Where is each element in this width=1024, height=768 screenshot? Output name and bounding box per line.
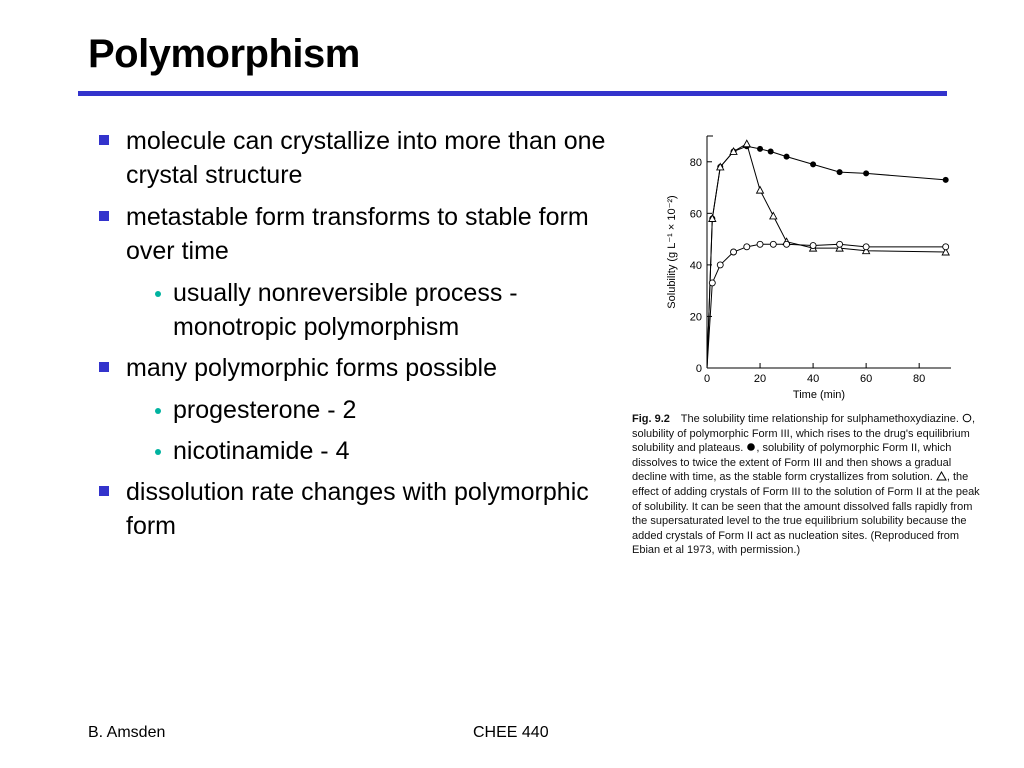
data-point bbox=[709, 280, 715, 286]
data-point bbox=[731, 249, 737, 255]
bullet-list bbox=[96, 124, 606, 551]
y-tick-label: 40 bbox=[689, 259, 702, 272]
slide-title: Polymorphism bbox=[88, 32, 360, 76]
y-axis-label: Solubility (g L⁻¹ × 10⁻²) bbox=[666, 195, 678, 309]
x-tick-label: 0 bbox=[703, 373, 711, 385]
filled-circle-icon bbox=[746, 442, 756, 452]
footer-author: B. Amsden bbox=[88, 724, 166, 741]
y-tick-label: 0 bbox=[695, 363, 702, 375]
x-tick-label: 20 bbox=[753, 373, 767, 385]
data-point bbox=[717, 262, 723, 268]
data-point bbox=[744, 244, 750, 250]
caption-text: The solubility time relationship for sulphamethoxydiazine. bbox=[680, 413, 959, 425]
data-point bbox=[757, 146, 763, 152]
data-point bbox=[757, 241, 763, 247]
square-bullet-icon bbox=[99, 486, 109, 496]
data-point bbox=[784, 154, 790, 160]
y-tick-label: 80 bbox=[689, 156, 702, 169]
data-point bbox=[743, 140, 750, 147]
series-line bbox=[707, 244, 946, 368]
sub-bullet-text: progesterone - 2 bbox=[173, 396, 357, 424]
sub-bullet-item bbox=[96, 393, 606, 427]
x-tick-label: 60 bbox=[860, 373, 873, 385]
dot-bullet-icon bbox=[155, 291, 161, 297]
bullet-text: molecule can crystallize into more than one crystal structure bbox=[126, 127, 606, 189]
data-point bbox=[757, 187, 764, 194]
square-bullet-icon bbox=[99, 211, 109, 221]
square-bullet-icon bbox=[99, 362, 109, 372]
data-point bbox=[770, 212, 777, 219]
square-bullet-icon bbox=[99, 135, 109, 145]
x-axis-label: Time (min) bbox=[792, 389, 846, 401]
data-point bbox=[770, 241, 776, 247]
data-point bbox=[768, 148, 774, 154]
x-tick-label: 40 bbox=[806, 373, 820, 385]
bullet-item bbox=[96, 475, 606, 543]
bullet-item bbox=[96, 351, 606, 385]
bullet-item bbox=[96, 124, 606, 192]
solubility-chart bbox=[655, 128, 965, 410]
y-tick-label: 60 bbox=[689, 208, 702, 221]
data-point bbox=[863, 244, 869, 250]
data-point bbox=[837, 241, 843, 247]
sub-bullet-item bbox=[96, 276, 606, 344]
bullet-text: dissolution rate changes with polymorphic form bbox=[126, 478, 589, 540]
figure-caption bbox=[632, 412, 984, 558]
open-triangle-icon bbox=[936, 471, 947, 481]
data-point bbox=[810, 243, 816, 249]
data-point bbox=[863, 170, 869, 176]
y-tick-label: 20 bbox=[689, 311, 702, 324]
bullet-text: metastable form transforms to stable form over time bbox=[126, 203, 589, 265]
sub-bullet-text: usually nonreversible process - monotropic polymorphism bbox=[173, 279, 518, 341]
data-point bbox=[837, 169, 843, 175]
bullet-item bbox=[96, 200, 606, 268]
data-point bbox=[784, 241, 790, 247]
dot-bullet-icon bbox=[155, 449, 161, 455]
series-line bbox=[707, 146, 946, 368]
data-point bbox=[810, 161, 816, 167]
open-circle-icon bbox=[962, 413, 972, 423]
caption-text: , solubility of polymorphic Form III, which rises to the drug's equilibrium solubility and plateaus. bbox=[632, 413, 976, 455]
sub-bullet-text: nicotinamide - 4 bbox=[173, 437, 350, 465]
data-point bbox=[943, 244, 949, 250]
bullet-text: many polymorphic forms possible bbox=[126, 354, 497, 382]
sub-bullet-item bbox=[96, 434, 606, 468]
caption-text: , the effect of adding crystals of Form III to the solution of Form II at the peak of solubility. It can be seen that the amount dissolved falls rapidly from the supersaturated level to the true equilibrium solubility because the added crystals of Form II act as nucleation sites. (Reproduced from Ebian et al 1973, with permission.) bbox=[632, 471, 980, 557]
x-tick-label: 80 bbox=[913, 373, 926, 385]
dot-bullet-icon bbox=[155, 408, 161, 414]
caption-text: , solubility of polymorphic Form II, which dissolves to twice the extent of Form III and then shows a gradual decline with time, as the stable form crystallizes from solution. bbox=[632, 442, 952, 484]
footer-course: CHEE 440 bbox=[473, 724, 549, 741]
figure-label: Fig. 9.2 bbox=[632, 413, 670, 425]
data-point bbox=[943, 177, 949, 183]
title-underline bbox=[78, 91, 947, 96]
